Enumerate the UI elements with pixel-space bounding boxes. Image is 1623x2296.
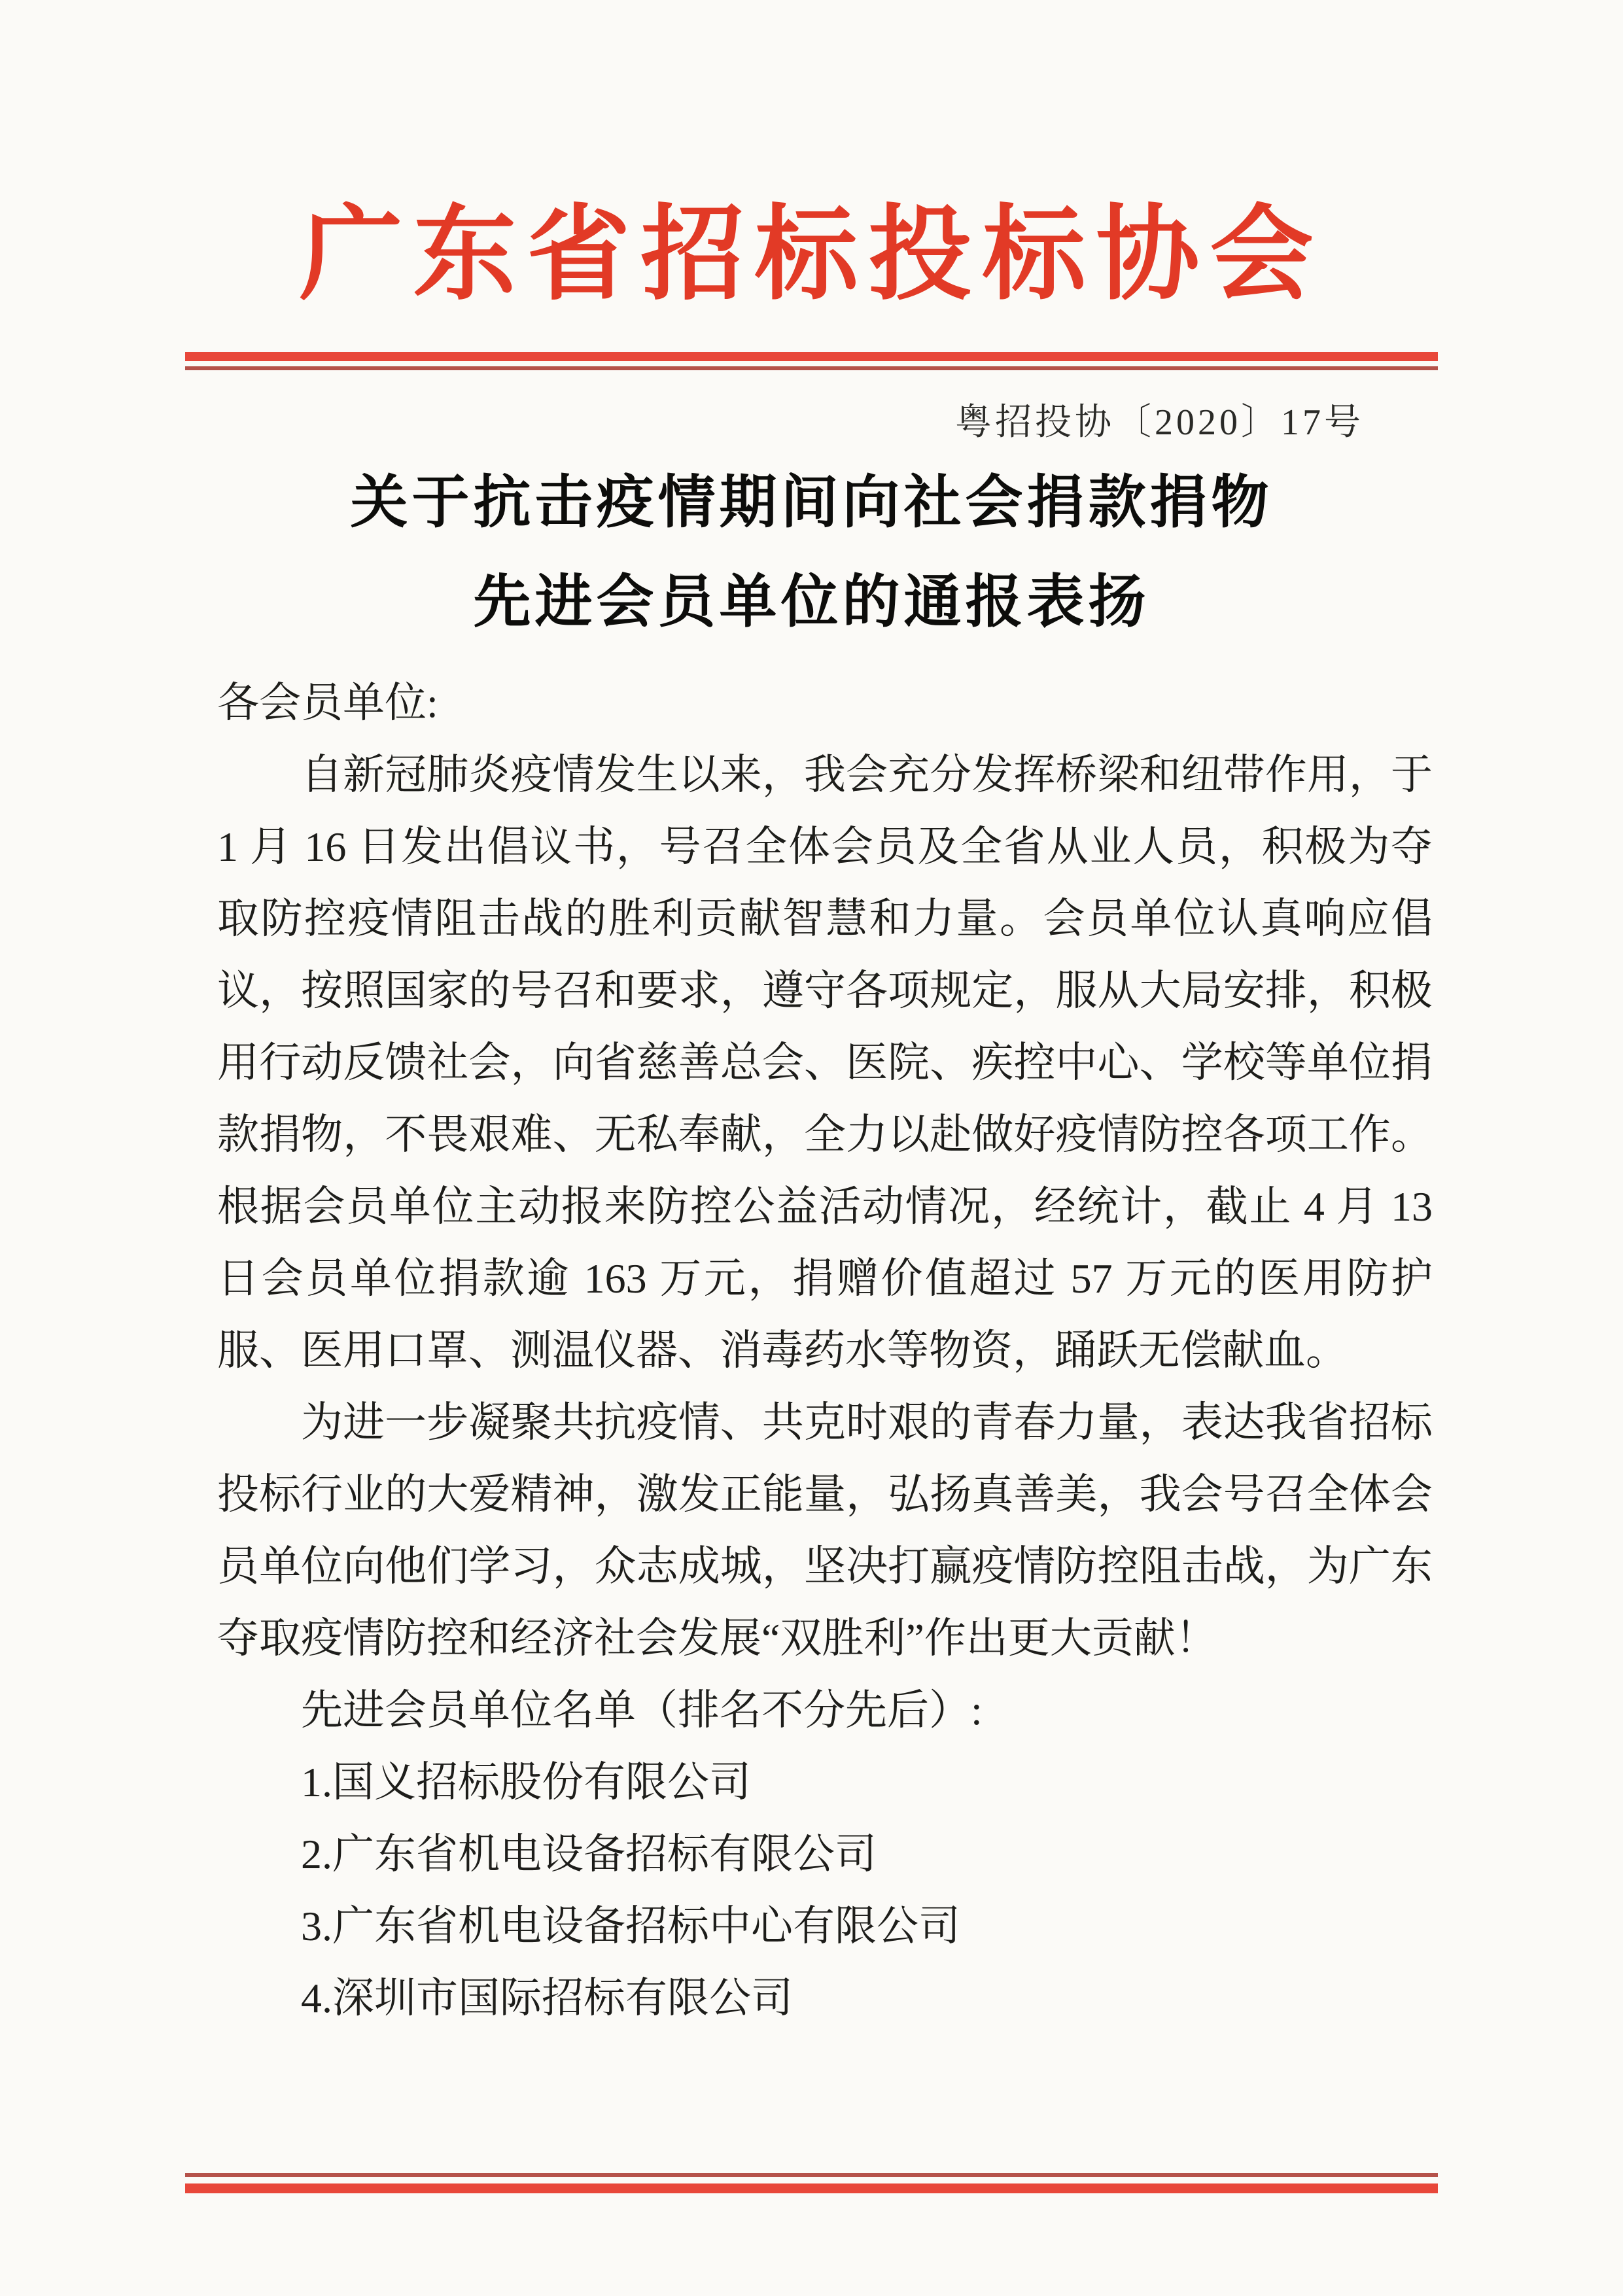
member-list-item: 1.国义招标股份有限公司 — [301, 1759, 751, 1805]
notice-title — [0, 454, 1623, 653]
letterhead-org-title: 广东省招标投标协会 — [299, 198, 1324, 313]
notice-title-line-2: 先进会员单位的通报表扬 — [473, 571, 1150, 635]
header-rule-thin — [185, 366, 1438, 370]
salutation: 各会员单位: — [217, 680, 438, 726]
member-list-item: 4.深圳市国际招标有限公司 — [301, 1975, 793, 2021]
document-body — [217, 667, 1433, 2034]
paragraph-2: 为进一步凝聚共抗疫情、共克时艰的青春力量，表达我省招标投标行业的大爱精神，激发正能量，弘扬真善美，我会号召全体会员单位向他们学习，众志成城，坚决打赢疫情防控阻击战，为广东夺取疫情防控和经济社会发展“双胜利”作出更大贡献！ — [217, 1399, 1433, 1661]
member-list-item: 3.广东省机电设备招标中心有限公司 — [301, 1903, 960, 1949]
notice-title-line-1: 关于抗击疫情期间向社会捐款捐物 — [350, 472, 1273, 535]
member-list-item: 2.广东省机电设备招标有限公司 — [301, 1831, 877, 1877]
member-list-header: 先进会员单位名单（排名不分先后）: — [301, 1687, 983, 1733]
footer-rule-thin — [185, 2173, 1438, 2177]
paragraph-1: 自新冠肺炎疫情发生以来，我会充分发挥桥梁和纽带作用，于 1 月 16 日发出倡议书，号召全体会员及全省从业人员，积极为夺取防控疫情阻击战的胜利贡献智慧和力量。会员单位认真响应倡议，按照国家的号召和要求，遵守各项规定，服从大局安排，积极用行动反馈社会，向省慈善总会、医院、疾控中心、学校等单位捐款捐物，不畏艰难、无私奉献，全力以赴做好疫情防控各项工作。根据会员单位主动报来防控公益活动情况，经统计，截止 4 月 13 日会员单位捐款逾 163 万元，捐赠价值超过 57 万元的医用防护服、医用口罩、测温仪器、消毒药水等物资，踊跃无偿献血。 — [217, 752, 1433, 1374]
footer-rule-thick — [185, 2183, 1438, 2193]
header-rule-thick — [185, 352, 1438, 361]
document-number: 粤招投协〔2020〕17号 — [955, 402, 1364, 443]
